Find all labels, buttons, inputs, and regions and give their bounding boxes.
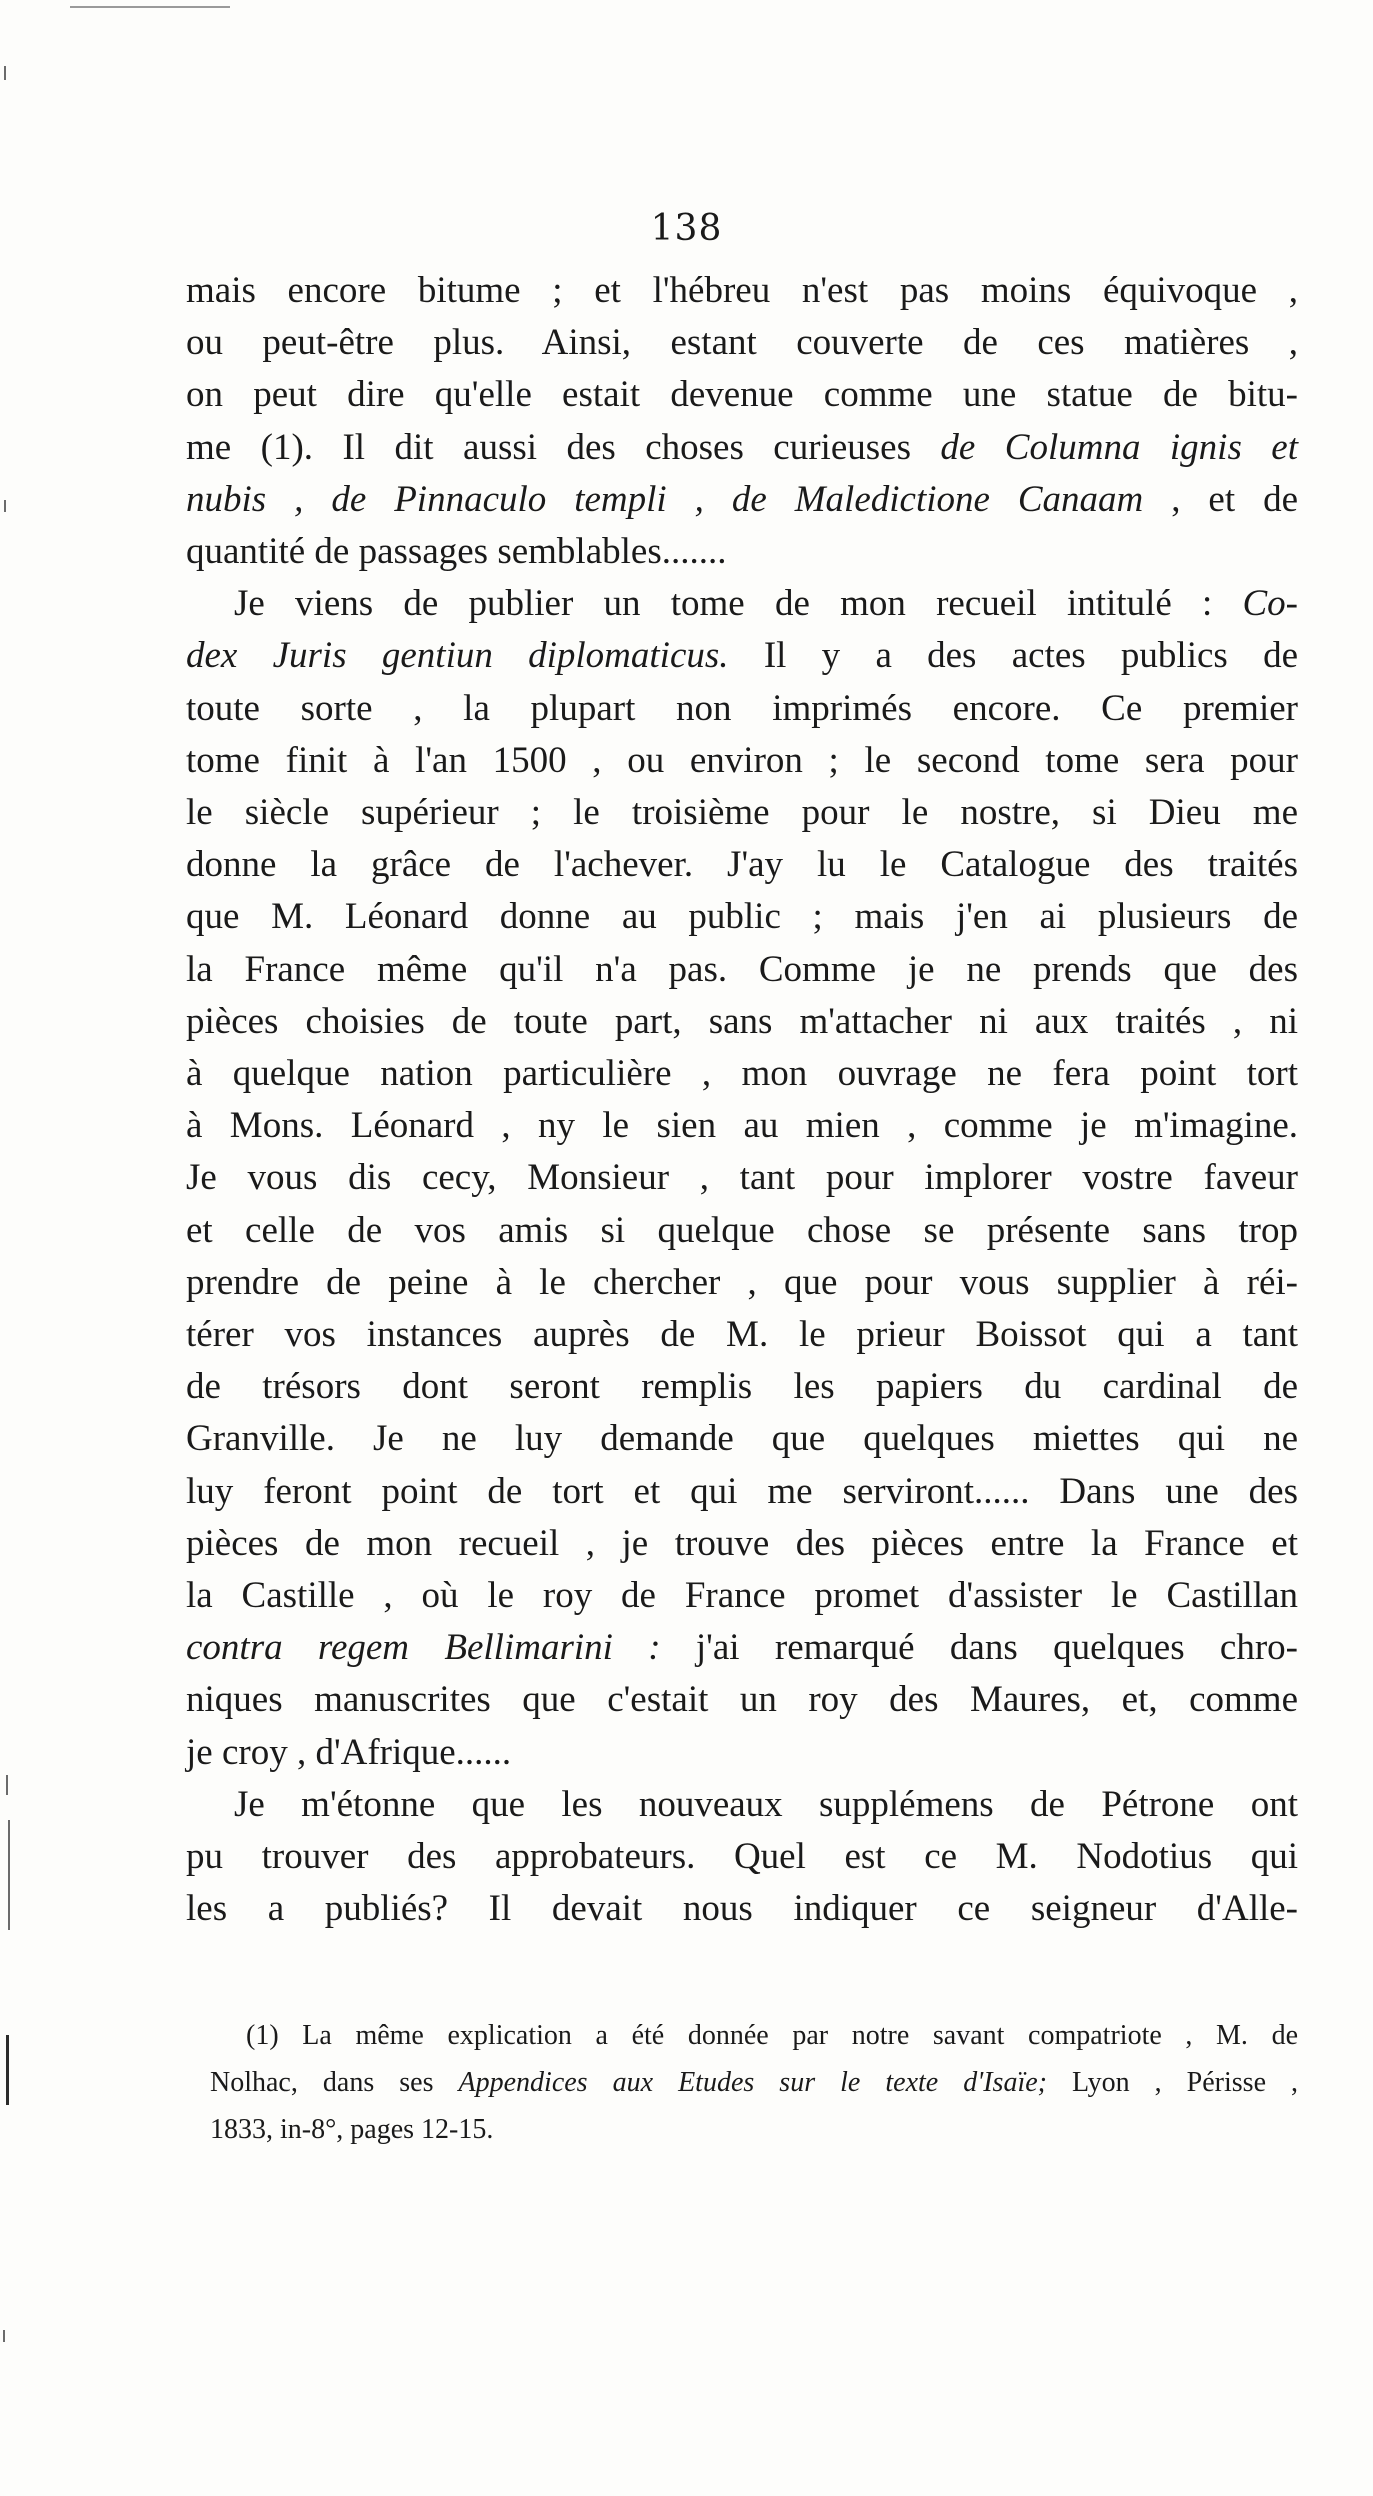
footnote-line: 1833, in-8°, pages 12-15. [210,2114,494,2145]
text-line: pu trouver des approbateurs. Quel est ce M. Nodotius qui [186,1836,1298,1878]
text-line: donne la grâce de l'achever. J'ay lu le Catalogue des traités [186,844,1298,886]
text-line: on peut dire qu'elle estait devenue comme une statue de bitu- [186,374,1298,416]
text-line: que M. Léonard donne au public ; mais j'en ai plusieurs de [186,896,1298,938]
text-line: Je viens de publier un tome de mon recueil intitulé : Co- [234,583,1298,625]
text-line: la France même qu'il n'a pas. Comme je ne prends que des [186,948,1298,990]
text-line: la Castille , où le roy de France promet d'assister le Castillan [186,1575,1298,1617]
text-line: à Mons. Léonard , ny le sien au mien , comme je m'imagine. [186,1105,1298,1147]
text-line: pièces de mon recueil , je trouve des pièces entre la France et [186,1522,1298,1564]
text-line: ou peut-être plus. Ainsi, estant couverte de ces matières , [186,322,1298,364]
text-line: Granville. Je ne luy demande que quelques miettes qui ne [186,1418,1298,1460]
text-line: tome finit à l'an 1500 , ou environ ; le second tome sera pour [186,739,1298,781]
margin-mark [4,500,6,512]
text-line: térer vos instances auprès de M. le prieur Boissot qui a tant [186,1314,1298,1356]
text-line: Je vous dis cecy, Monsieur , tant pour implorer vostre faveur [186,1157,1298,1199]
text-line: Je m'étonne que les nouveaux supplémens de Pétrone ont [234,1783,1298,1825]
text-line: à quelque nation particulière , mon ouvrage ne fera point tort [186,1053,1298,1095]
top-edge-rule [70,6,230,8]
text-line: contra regem Bellimarini : j'ai remarqué dans quelques chro- [186,1627,1298,1669]
text-line: de trésors dont seront remplis les papiers du cardinal de [186,1366,1298,1408]
text-line: nubis , de Pinnaculo templi , de Maledictione Canaam , et de [186,478,1299,520]
text-line: quantité de passages semblables....... [186,531,727,573]
margin-mark [6,2035,9,2105]
margin-mark [8,1820,10,1930]
text-line: me (1). Il dit aussi des choses curieuses de Columna ignis et [186,426,1299,468]
text-line: prendre de peine à le chercher , que pour vous supplier à réi- [186,1261,1298,1303]
page-number: 138 [650,208,723,249]
text-line: je croy , d'Afrique...... [186,1731,512,1773]
footnote [210,2012,1298,2153]
text-line: pièces choisies de toute part, sans m'attacher ni aux traités , ni [186,1000,1298,1042]
text-line: le siècle supérieur ; le troisième pour le nostre, si Dieu me [186,792,1298,834]
text-line: les a publiés? Il devait nous indiquer ce seigneur d'Alle- [186,1888,1298,1930]
text-line: et celle de vos amis si quelque chose se présente sans trop [186,1209,1298,1251]
margin-mark [6,1775,8,1795]
footnote-line: (1) La même explication a été donnée par notre savant compatriote , M. de [246,2020,1298,2051]
text-line: mais encore bitume ; et l'hébreu n'est pas moins équivoque , [186,270,1298,311]
text-line: luy feront point de tort et qui me serviront...... Dans une des [186,1470,1298,1512]
text-line: dex Juris gentiun diplomaticus. Il y a des actes publics de [186,635,1298,677]
margin-mark [3,2330,5,2342]
footnote-line: Nolhac, dans ses Appendices aux Etudes sur le texte d'Isaïe; Lyon , Périsse , [210,2067,1299,2098]
text-line: niques manuscrites que c'estait un roy des Maures, et, comme [186,1679,1298,1721]
body-text [186,265,1298,1936]
margin-mark [4,66,6,80]
text-line: toute sorte , la plupart non imprimés encore. Ce premier [186,687,1298,729]
